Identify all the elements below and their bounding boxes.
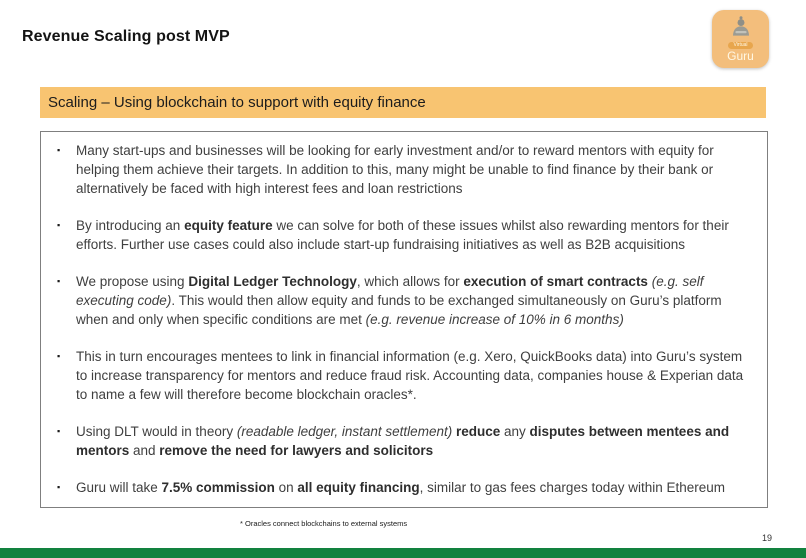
bullet-marker-icon: ▪ xyxy=(57,276,61,286)
bullet-item xyxy=(54,478,761,497)
bullet-text: Using DLT would in theory (readable ledger, instant settlement) reduce any disputes between mentees and mentors and remove the need for lawyers and solicitors xyxy=(76,424,730,458)
meditating-guru-icon xyxy=(728,15,754,41)
section-banner xyxy=(40,87,766,118)
bullet-marker-icon: ▪ xyxy=(57,351,61,361)
bullet-item xyxy=(54,347,761,404)
bullet-text: Many start-ups and businesses will be looking for early investment and/or to reward mentors with equity for helping them achieve their targets. In addition to this, many might be unable to find finance by their bank or alternatively be faced with high interest fees and loan restrictions xyxy=(76,143,714,196)
bullet-marker-icon: ▪ xyxy=(57,426,61,436)
bullet-text: Guru will take 7.5% commission on all equity financing, similar to gas fees charges today within Ethereum xyxy=(76,480,726,495)
bullet-marker-icon: ▪ xyxy=(57,145,61,155)
section-banner-title: Scaling – Using blockchain to support with equity finance xyxy=(48,94,426,111)
logo-app-name: Guru xyxy=(727,49,754,63)
bullet-marker-icon: ▪ xyxy=(57,482,61,492)
footer-accent-bar xyxy=(0,548,806,558)
bullet-item xyxy=(54,422,761,460)
bullet-marker-icon: ▪ xyxy=(57,220,61,230)
bullet-item xyxy=(54,272,761,329)
bullet-list xyxy=(41,132,767,497)
bullet-text: We propose using Digital Ledger Technology, which allows for execution of smart contracts (e.g. self executing code). This would then allow equity and funds to be exchanged simultaneously on Guru’s platform when and only when specific conditions are met (e.g. revenue increase of 10% in 6 months) xyxy=(76,274,722,327)
content-box xyxy=(40,131,768,508)
logo-badge: Virtual xyxy=(728,42,752,49)
bullet-item xyxy=(54,216,761,254)
page-number: 19 xyxy=(761,533,772,543)
bullet-text: By introducing an equity feature we can solve for both of these issues whilst also rewarding mentors for their efforts. Further use cases could also include start-up fundraising initiatives as well as B2B acquisitions xyxy=(76,218,729,252)
slide-title: Revenue Scaling post MVP xyxy=(22,28,230,45)
bullet-text: This in turn encourages mentees to link in financial information (e.g. Xero, QuickBooks data) into Guru’s system to increase transparency for mentors and reduce fraud risk. Accounting data, companies house & Experian data to name a few will therefore become blockchain oracles*. xyxy=(76,349,744,402)
guru-app-logo xyxy=(712,10,769,68)
bullet-item xyxy=(54,141,761,198)
footnote: * Oracles connect blockchains to external systems xyxy=(240,519,408,528)
